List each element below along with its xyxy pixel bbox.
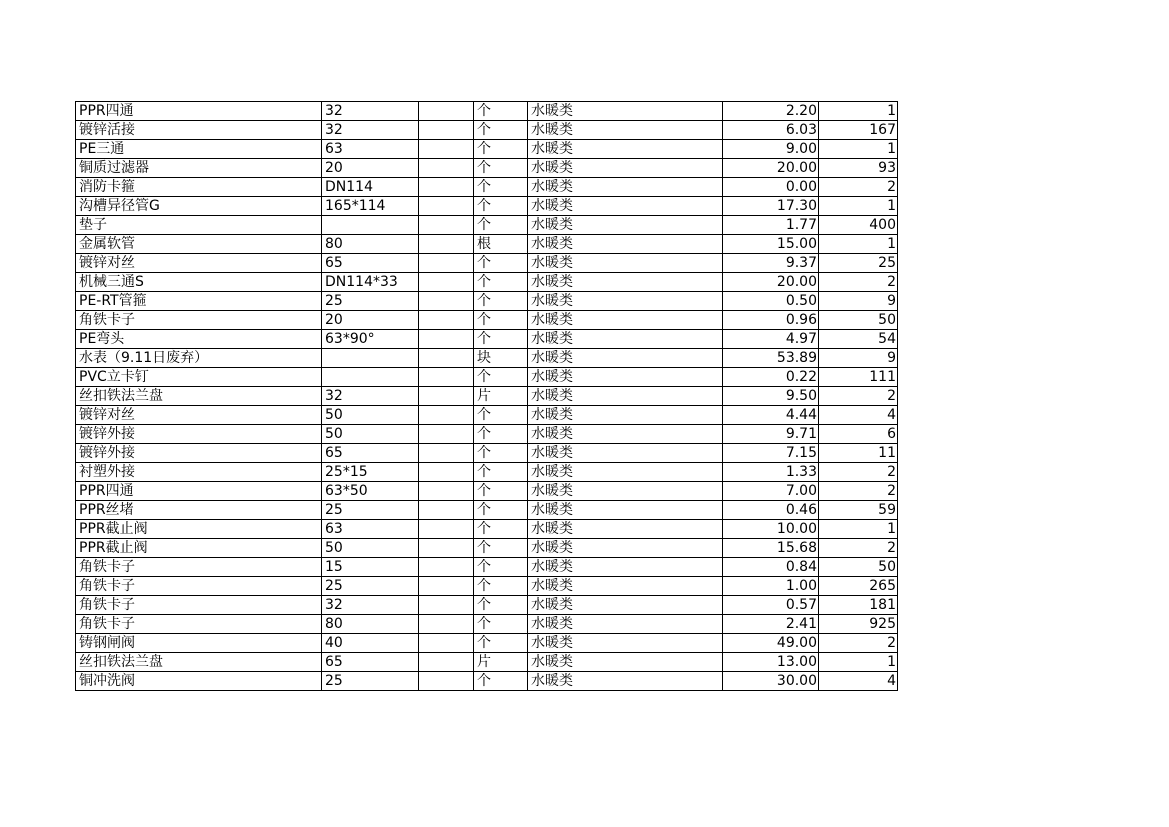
item-qty-cell[interactable]: 54 xyxy=(819,330,898,349)
item-name-cell[interactable]: 铜冲洗阀 xyxy=(76,672,322,691)
item-qty-cell[interactable]: 167 xyxy=(819,121,898,140)
item-qty-cell[interactable]: 925 xyxy=(819,615,898,634)
item-category-cell[interactable]: 水暖类 xyxy=(528,368,723,387)
item-spec-cell[interactable]: 15 xyxy=(322,558,419,577)
item-name-cell[interactable]: PE弯头 xyxy=(76,330,322,349)
item-category-cell[interactable]: 水暖类 xyxy=(528,577,723,596)
item-price-cell[interactable]: 1.00 xyxy=(723,577,819,596)
item-note-cell[interactable] xyxy=(419,463,474,482)
item-qty-cell[interactable]: 181 xyxy=(819,596,898,615)
item-name-cell[interactable]: PPR截止阀 xyxy=(76,520,322,539)
item-qty-cell[interactable]: 2 xyxy=(819,463,898,482)
item-price-cell[interactable]: 0.00 xyxy=(723,178,819,197)
item-unit-cell[interactable]: 个 xyxy=(474,577,528,596)
item-price-cell[interactable]: 15.00 xyxy=(723,235,819,254)
item-name-cell[interactable]: 角铁卡子 xyxy=(76,558,322,577)
table-row xyxy=(76,140,898,159)
item-note-cell[interactable] xyxy=(419,444,474,463)
item-unit-cell[interactable]: 个 xyxy=(474,254,528,273)
table-row xyxy=(76,558,898,577)
item-spec-cell[interactable]: 50 xyxy=(322,425,419,444)
item-name-cell[interactable]: 镀锌对丝 xyxy=(76,254,322,273)
item-note-cell[interactable] xyxy=(419,539,474,558)
item-price-cell[interactable]: 6.03 xyxy=(723,121,819,140)
item-category-cell[interactable]: 水暖类 xyxy=(528,178,723,197)
item-note-cell[interactable] xyxy=(419,596,474,615)
item-spec-cell[interactable]: DN114 xyxy=(322,178,419,197)
item-qty-cell[interactable]: 4 xyxy=(819,406,898,425)
item-spec-cell[interactable]: 80 xyxy=(322,235,419,254)
item-category-cell[interactable]: 水暖类 xyxy=(528,121,723,140)
item-spec-cell[interactable]: 25 xyxy=(322,292,419,311)
table-row xyxy=(76,520,898,539)
item-name-cell[interactable]: PPR丝堵 xyxy=(76,501,322,520)
table-row xyxy=(76,482,898,501)
item-price-cell[interactable]: 0.57 xyxy=(723,596,819,615)
item-category-cell[interactable]: 水暖类 xyxy=(528,235,723,254)
table-row xyxy=(76,615,898,634)
item-price-cell[interactable]: 0.50 xyxy=(723,292,819,311)
item-spec-cell[interactable]: 20 xyxy=(322,159,419,178)
item-unit-cell[interactable]: 片 xyxy=(474,653,528,672)
item-note-cell[interactable] xyxy=(419,482,474,501)
item-unit-cell[interactable]: 个 xyxy=(474,596,528,615)
item-qty-cell[interactable]: 2 xyxy=(819,387,898,406)
item-spec-cell[interactable]: 80 xyxy=(322,615,419,634)
item-unit-cell[interactable]: 个 xyxy=(474,311,528,330)
item-price-cell[interactable]: 1.77 xyxy=(723,216,819,235)
item-qty-cell[interactable]: 9 xyxy=(819,292,898,311)
item-note-cell[interactable] xyxy=(419,273,474,292)
item-qty-cell[interactable]: 1 xyxy=(819,197,898,216)
item-spec-cell[interactable]: 40 xyxy=(322,634,419,653)
item-spec-cell[interactable]: 25 xyxy=(322,577,419,596)
item-price-cell[interactable]: 9.37 xyxy=(723,254,819,273)
item-qty-cell[interactable]: 2 xyxy=(819,482,898,501)
item-name-cell[interactable]: 镀锌外接 xyxy=(76,425,322,444)
table-row xyxy=(76,178,898,197)
item-price-cell[interactable]: 49.00 xyxy=(723,634,819,653)
item-spec-cell[interactable]: 63*50 xyxy=(322,482,419,501)
item-spec-cell[interactable]: 32 xyxy=(322,387,419,406)
item-category-cell[interactable]: 水暖类 xyxy=(528,653,723,672)
item-category-cell[interactable]: 水暖类 xyxy=(528,558,723,577)
item-spec-cell[interactable]: 32 xyxy=(322,596,419,615)
item-name-cell[interactable]: 消防卡箍 xyxy=(76,178,322,197)
item-category-cell[interactable]: 水暖类 xyxy=(528,406,723,425)
item-unit-cell[interactable]: 个 xyxy=(474,539,528,558)
item-name-cell[interactable]: 铸钢闸阀 xyxy=(76,634,322,653)
item-unit-cell[interactable]: 个 xyxy=(474,425,528,444)
item-unit-cell[interactable]: 个 xyxy=(474,634,528,653)
item-name-cell[interactable]: 丝扣铁法兰盘 xyxy=(76,387,322,406)
item-note-cell[interactable] xyxy=(419,349,474,368)
item-spec-cell[interactable] xyxy=(322,368,419,387)
item-category-cell[interactable]: 水暖类 xyxy=(528,672,723,691)
item-name-cell[interactable]: 镀锌外接 xyxy=(76,444,322,463)
item-note-cell[interactable] xyxy=(419,235,474,254)
item-name-cell[interactable]: PE-RT管箍 xyxy=(76,292,322,311)
item-name-cell[interactable]: 水表（9.11日废弃） xyxy=(76,349,322,368)
table-row xyxy=(76,672,898,691)
item-note-cell[interactable] xyxy=(419,292,474,311)
item-category-cell[interactable]: 水暖类 xyxy=(528,140,723,159)
item-price-cell[interactable]: 4.97 xyxy=(723,330,819,349)
table-row xyxy=(76,349,898,368)
item-spec-cell[interactable]: 32 xyxy=(322,121,419,140)
item-qty-cell[interactable]: 93 xyxy=(819,159,898,178)
item-unit-cell[interactable]: 个 xyxy=(474,520,528,539)
table-row xyxy=(76,425,898,444)
item-unit-cell[interactable]: 个 xyxy=(474,368,528,387)
item-category-cell[interactable]: 水暖类 xyxy=(528,311,723,330)
item-name-cell[interactable]: 丝扣铁法兰盘 xyxy=(76,653,322,672)
item-spec-cell[interactable]: 25*15 xyxy=(322,463,419,482)
item-name-cell[interactable]: 衬塑外接 xyxy=(76,463,322,482)
item-spec-cell[interactable]: 32 xyxy=(322,102,419,121)
table-row xyxy=(76,273,898,292)
item-qty-cell[interactable]: 111 xyxy=(819,368,898,387)
item-unit-cell[interactable]: 个 xyxy=(474,482,528,501)
item-category-cell[interactable]: 水暖类 xyxy=(528,634,723,653)
item-unit-cell[interactable]: 片 xyxy=(474,387,528,406)
item-note-cell[interactable] xyxy=(419,140,474,159)
item-name-cell[interactable]: 角铁卡子 xyxy=(76,596,322,615)
item-category-cell[interactable]: 水暖类 xyxy=(528,615,723,634)
item-category-cell[interactable]: 水暖类 xyxy=(528,197,723,216)
item-note-cell[interactable] xyxy=(419,197,474,216)
item-note-cell[interactable] xyxy=(419,501,474,520)
item-price-cell[interactable]: 53.89 xyxy=(723,349,819,368)
item-category-cell[interactable]: 水暖类 xyxy=(528,425,723,444)
item-unit-cell[interactable]: 个 xyxy=(474,406,528,425)
table-row xyxy=(76,577,898,596)
item-name-cell[interactable]: 镀锌活接 xyxy=(76,121,322,140)
item-category-cell[interactable]: 水暖类 xyxy=(528,330,723,349)
item-price-cell[interactable]: 0.84 xyxy=(723,558,819,577)
table-row xyxy=(76,311,898,330)
item-spec-cell[interactable]: 63 xyxy=(322,140,419,159)
item-note-cell[interactable] xyxy=(419,425,474,444)
item-name-cell[interactable]: 角铁卡子 xyxy=(76,577,322,596)
item-unit-cell[interactable]: 个 xyxy=(474,140,528,159)
item-qty-cell[interactable]: 9 xyxy=(819,349,898,368)
item-price-cell[interactable]: 2.20 xyxy=(723,102,819,121)
item-price-cell[interactable]: 7.15 xyxy=(723,444,819,463)
item-spec-cell[interactable]: 65 xyxy=(322,444,419,463)
item-name-cell[interactable]: 机械三通S xyxy=(76,273,322,292)
item-unit-cell[interactable]: 个 xyxy=(474,292,528,311)
inventory-table xyxy=(75,101,898,691)
item-note-cell[interactable] xyxy=(419,615,474,634)
item-spec-cell[interactable]: 25 xyxy=(322,501,419,520)
item-name-cell[interactable]: PE三通 xyxy=(76,140,322,159)
table-row xyxy=(76,501,898,520)
item-qty-cell[interactable]: 1 xyxy=(819,520,898,539)
item-unit-cell[interactable]: 根 xyxy=(474,235,528,254)
item-unit-cell[interactable]: 个 xyxy=(474,444,528,463)
item-note-cell[interactable] xyxy=(419,653,474,672)
item-spec-cell[interactable]: 63*90° xyxy=(322,330,419,349)
item-spec-cell[interactable]: 65 xyxy=(322,653,419,672)
item-spec-cell[interactable]: 50 xyxy=(322,539,419,558)
item-name-cell[interactable]: 垫子 xyxy=(76,216,322,235)
table-row xyxy=(76,159,898,178)
table-row xyxy=(76,463,898,482)
table-row xyxy=(76,406,898,425)
item-qty-cell[interactable]: 6 xyxy=(819,425,898,444)
item-spec-cell[interactable]: 65 xyxy=(322,254,419,273)
item-name-cell[interactable]: PVC立卡钉 xyxy=(76,368,322,387)
item-category-cell[interactable]: 水暖类 xyxy=(528,254,723,273)
item-name-cell[interactable]: 铜质过滤器 xyxy=(76,159,322,178)
item-note-cell[interactable] xyxy=(419,311,474,330)
item-name-cell[interactable]: 镀锌对丝 xyxy=(76,406,322,425)
item-name-cell[interactable]: PPR四通 xyxy=(76,102,322,121)
item-spec-cell[interactable]: 20 xyxy=(322,311,419,330)
item-qty-cell[interactable]: 400 xyxy=(819,216,898,235)
item-name-cell[interactable]: PPR四通 xyxy=(76,482,322,501)
item-price-cell[interactable]: 2.41 xyxy=(723,615,819,634)
item-qty-cell[interactable]: 11 xyxy=(819,444,898,463)
item-price-cell[interactable]: 9.50 xyxy=(723,387,819,406)
item-name-cell[interactable]: 沟槽异径管G xyxy=(76,197,322,216)
item-price-cell[interactable]: 20.00 xyxy=(723,159,819,178)
item-price-cell[interactable]: 20.00 xyxy=(723,273,819,292)
item-spec-cell[interactable]: DN114*33 xyxy=(322,273,419,292)
table-row xyxy=(76,539,898,558)
item-category-cell[interactable]: 水暖类 xyxy=(528,159,723,178)
item-unit-cell[interactable]: 个 xyxy=(474,121,528,140)
item-spec-cell[interactable] xyxy=(322,349,419,368)
item-spec-cell[interactable]: 50 xyxy=(322,406,419,425)
item-note-cell[interactable] xyxy=(419,121,474,140)
table-row xyxy=(76,102,898,121)
item-qty-cell[interactable]: 2 xyxy=(819,273,898,292)
item-category-cell[interactable]: 水暖类 xyxy=(528,520,723,539)
item-qty-cell[interactable]: 25 xyxy=(819,254,898,273)
item-category-cell[interactable]: 水暖类 xyxy=(528,216,723,235)
table-row xyxy=(76,121,898,140)
item-qty-cell[interactable]: 1 xyxy=(819,653,898,672)
table-row xyxy=(76,596,898,615)
item-price-cell[interactable]: 0.22 xyxy=(723,368,819,387)
item-qty-cell[interactable]: 2 xyxy=(819,178,898,197)
item-category-cell[interactable]: 水暖类 xyxy=(528,596,723,615)
item-note-cell[interactable] xyxy=(419,558,474,577)
item-spec-cell[interactable]: 165*114 xyxy=(322,197,419,216)
item-unit-cell[interactable]: 个 xyxy=(474,273,528,292)
item-qty-cell[interactable]: 50 xyxy=(819,311,898,330)
table-row xyxy=(76,444,898,463)
item-note-cell[interactable] xyxy=(419,406,474,425)
item-category-cell[interactable]: 水暖类 xyxy=(528,463,723,482)
item-price-cell[interactable]: 0.96 xyxy=(723,311,819,330)
item-category-cell[interactable]: 水暖类 xyxy=(528,387,723,406)
item-note-cell[interactable] xyxy=(419,387,474,406)
item-unit-cell[interactable]: 个 xyxy=(474,463,528,482)
table-row xyxy=(76,235,898,254)
item-note-cell[interactable] xyxy=(419,330,474,349)
item-unit-cell[interactable]: 个 xyxy=(474,330,528,349)
item-category-cell[interactable]: 水暖类 xyxy=(528,292,723,311)
table-row xyxy=(76,653,898,672)
table-row xyxy=(76,368,898,387)
item-unit-cell[interactable]: 个 xyxy=(474,216,528,235)
item-price-cell[interactable]: 9.71 xyxy=(723,425,819,444)
item-qty-cell[interactable]: 1 xyxy=(819,140,898,159)
table-row xyxy=(76,216,898,235)
item-unit-cell[interactable]: 个 xyxy=(474,615,528,634)
inventory-table-body xyxy=(76,102,898,691)
table-row xyxy=(76,254,898,273)
item-category-cell[interactable]: 水暖类 xyxy=(528,349,723,368)
item-price-cell[interactable]: 15.68 xyxy=(723,539,819,558)
item-note-cell[interactable] xyxy=(419,634,474,653)
item-price-cell[interactable]: 4.44 xyxy=(723,406,819,425)
item-unit-cell[interactable]: 个 xyxy=(474,102,528,121)
item-unit-cell[interactable]: 块 xyxy=(474,349,528,368)
item-note-cell[interactable] xyxy=(419,368,474,387)
item-note-cell[interactable] xyxy=(419,577,474,596)
item-category-cell[interactable]: 水暖类 xyxy=(528,444,723,463)
item-name-cell[interactable]: 角铁卡子 xyxy=(76,615,322,634)
item-price-cell[interactable]: 30.00 xyxy=(723,672,819,691)
item-note-cell[interactable] xyxy=(419,520,474,539)
item-name-cell[interactable]: 金属软管 xyxy=(76,235,322,254)
table-row xyxy=(76,197,898,216)
item-note-cell[interactable] xyxy=(419,216,474,235)
item-price-cell[interactable]: 7.00 xyxy=(723,482,819,501)
item-category-cell[interactable]: 水暖类 xyxy=(528,102,723,121)
item-unit-cell[interactable]: 个 xyxy=(474,178,528,197)
table-row xyxy=(76,387,898,406)
item-name-cell[interactable]: 角铁卡子 xyxy=(76,311,322,330)
item-name-cell[interactable]: PPR截止阀 xyxy=(76,539,322,558)
table-row xyxy=(76,330,898,349)
item-unit-cell[interactable]: 个 xyxy=(474,558,528,577)
item-price-cell[interactable]: 13.00 xyxy=(723,653,819,672)
item-price-cell[interactable]: 0.46 xyxy=(723,501,819,520)
item-note-cell[interactable] xyxy=(419,178,474,197)
item-qty-cell[interactable]: 50 xyxy=(819,558,898,577)
item-spec-cell[interactable]: 63 xyxy=(322,520,419,539)
item-note-cell[interactable] xyxy=(419,102,474,121)
item-note-cell[interactable] xyxy=(419,672,474,691)
item-price-cell[interactable]: 17.30 xyxy=(723,197,819,216)
item-price-cell[interactable]: 9.00 xyxy=(723,140,819,159)
item-spec-cell[interactable]: 25 xyxy=(322,672,419,691)
item-category-cell[interactable]: 水暖类 xyxy=(528,501,723,520)
item-qty-cell[interactable]: 1 xyxy=(819,235,898,254)
item-price-cell[interactable]: 10.00 xyxy=(723,520,819,539)
item-category-cell[interactable]: 水暖类 xyxy=(528,482,723,501)
item-category-cell[interactable]: 水暖类 xyxy=(528,273,723,292)
item-qty-cell[interactable]: 4 xyxy=(819,672,898,691)
item-qty-cell[interactable]: 265 xyxy=(819,577,898,596)
item-unit-cell[interactable]: 个 xyxy=(474,159,528,178)
item-price-cell[interactable]: 1.33 xyxy=(723,463,819,482)
table-row xyxy=(76,634,898,653)
item-note-cell[interactable] xyxy=(419,159,474,178)
item-note-cell[interactable] xyxy=(419,254,474,273)
item-qty-cell[interactable]: 1 xyxy=(819,102,898,121)
item-unit-cell[interactable]: 个 xyxy=(474,672,528,691)
item-qty-cell[interactable]: 2 xyxy=(819,634,898,653)
table-row xyxy=(76,292,898,311)
item-spec-cell[interactable] xyxy=(322,216,419,235)
item-unit-cell[interactable]: 个 xyxy=(474,197,528,216)
item-qty-cell[interactable]: 2 xyxy=(819,539,898,558)
item-category-cell[interactable]: 水暖类 xyxy=(528,539,723,558)
item-qty-cell[interactable]: 59 xyxy=(819,501,898,520)
item-unit-cell[interactable]: 个 xyxy=(474,501,528,520)
